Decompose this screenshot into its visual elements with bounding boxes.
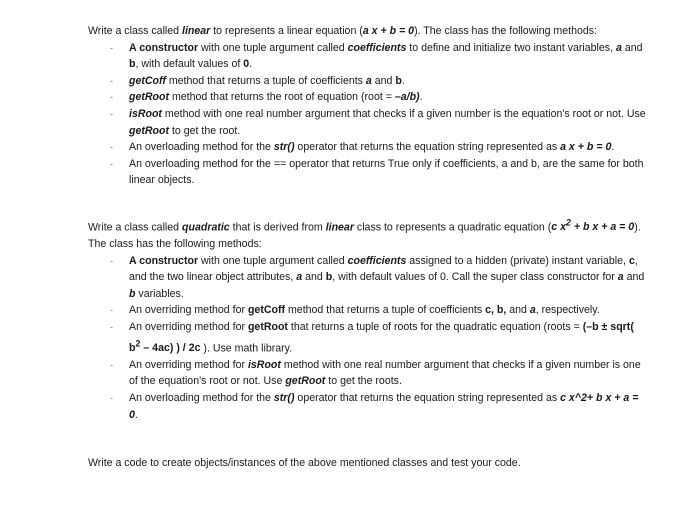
linear-methods-list xyxy=(88,40,648,189)
list-item: - isRoot method with one real number argument that checks if a given number is the equation's root or not. Use getRoot to get the root. xyxy=(88,106,648,139)
final-instruction: Write a code to create objects/instances of the above mentioned classes and test your code. xyxy=(88,457,521,470)
list-item: - An overloading method for the str() operator that returns the equation string represented as a x + b = 0. xyxy=(88,139,648,156)
list-item: - getCoff method that returns a tuple of coefficients a and b. xyxy=(88,73,648,90)
list-item: - A constructor with one tuple argument called coefficients to define and initialize two instant variables, a and b, with default values of 0. xyxy=(88,40,648,73)
class-name-quadratic: quadratic xyxy=(182,221,230,234)
roots-formula: (–b ± sqrt( $b^2 - 4ac$) ) / 2c xyxy=(129,321,634,355)
list-item: - An overloading method for the == operator that returns True only if coefficients, a and b, are the same for both linear objects. xyxy=(88,156,648,189)
list-item: - An overriding method for isRoot method with one real number argument that checks if a given number is one of the equation's root or not. Use getRoot to get the roots. xyxy=(88,357,648,390)
linear-equation: a x + b = 0 xyxy=(362,25,415,37)
list-item: - An overriding method for getRoot that returns a tuple of roots for the quadratic equation (roots = (–b ± sqrt( $b^2 - 4ac$) ) / 2c ). Use math library. xyxy=(88,319,648,357)
assignment-text xyxy=(88,23,648,472)
list-item: - A constructor with one tuple argument called coefficients assigned to a hidden (private) instant variable, c, and the two linear object attributes, a and b, with default values of 0. Call the super class constructor for a and b variables. xyxy=(88,253,648,303)
linear-intro: Write a class called linear to represents a linear equation (a x + b = 0). The class has the following methods: xyxy=(88,25,597,37)
class-name-linear: linear xyxy=(182,25,211,37)
list-item: - getRoot method that returns the root of equation (root = –a/b). xyxy=(88,89,648,106)
quadratic-intro: Write a class called quadratic that is derived from linear class to represents a quadratic equation (c $x^2 + b$ x + a = 0). The class has the following methods: xyxy=(88,217,641,251)
quadratic-methods-list xyxy=(88,253,648,423)
list-item: - An overriding method for getCoff method that returns a tuple of coefficients c, b, and a, respectively. xyxy=(88,302,648,319)
quadratic-equation: c $x^2 + b$ x + a = 0 xyxy=(551,217,635,234)
list-item: - An overloading method for the str() operator that returns the equation string represented as c x^2+ b x + a = 0. xyxy=(88,390,648,423)
